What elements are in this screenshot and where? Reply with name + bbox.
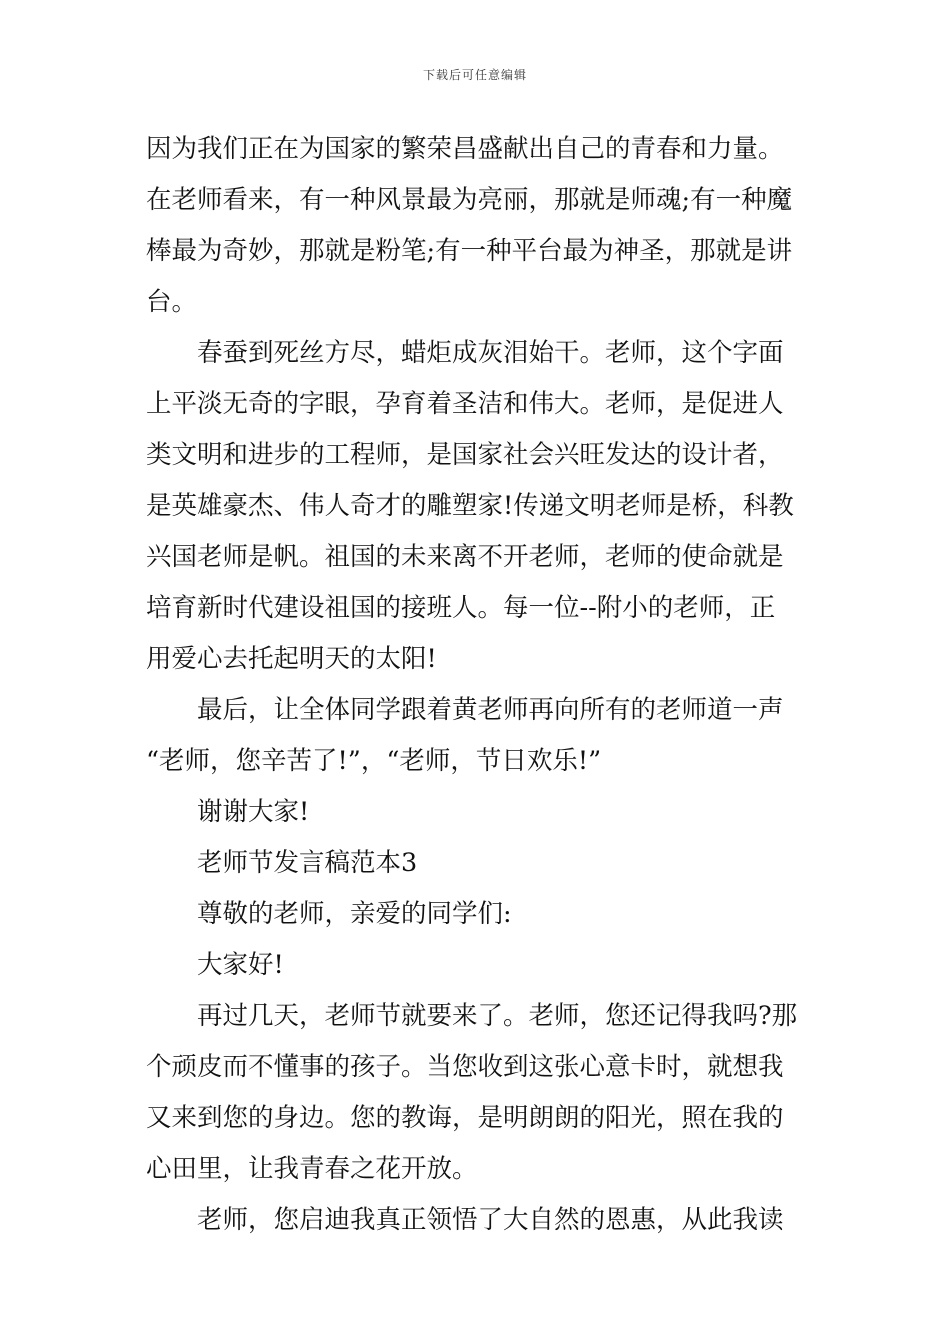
text-line: 在老师看来，有一种风景最为亮丽，那就是师魂;有一种魔 <box>146 185 793 215</box>
text-line: “老师，您辛苦了!”，“老师，节日欢乐!” <box>146 746 602 776</box>
text-line: 类文明和进步的工程师，是国家社会兴旺发达的设计者， <box>146 440 784 470</box>
text-line: 是英雄豪杰、伟人奇才的雕塑家!传递文明老师是桥，科教 <box>146 491 794 521</box>
text-line: 台。 <box>146 287 198 317</box>
paragraph-start-line: 老师，您启迪我真正领悟了大自然的恩惠，从此我读 <box>197 1205 784 1235</box>
text-line: 又来到您的身边。您的教诲，是明朗朗的阳光，照在我的 <box>146 1103 784 1133</box>
text-line: 上平淡无奇的字眼，孕育着圣洁和伟大。老师，是促进人 <box>146 389 784 419</box>
text-line: 棒最为奇妙，那就是粉笔;有一种平台最为神圣，那就是讲 <box>146 236 793 266</box>
paragraph-start-line: 谢谢大家! <box>197 797 310 827</box>
document-body <box>146 124 808 1246</box>
text-line: 兴国老师是帆。祖国的未来离不开老师，老师的使命就是 <box>146 542 784 572</box>
text-line: 培育新时代建设祖国的接班人。每一位--附小的老师，正 <box>146 593 776 623</box>
paragraph-start-line: 最后，让全体同学跟着黄老师再向所有的老师道一声 <box>197 695 784 725</box>
paragraph-start-line: 春蚕到死丝方尽，蜡炬成灰泪始干。老师，这个字面 <box>197 338 784 368</box>
text-line: 因为我们正在为国家的繁荣昌盛献出自己的青春和力量。 <box>146 134 784 164</box>
greeting-line: 大家好! <box>197 950 284 980</box>
text-line: 用爱心去托起明天的太阳! <box>146 644 437 674</box>
text-line: 个顽皮而不懂事的孩子。当您收到这张心意卡时，就想我 <box>146 1052 784 1082</box>
paragraph-start-line: 再过几天，老师节就要来了。老师，您还记得我吗?那 <box>197 1001 798 1031</box>
salutation-line: 尊敬的老师，亲爱的同学们: <box>197 899 512 929</box>
text-line: 心田里，让我青春之花开放。 <box>146 1154 478 1184</box>
section-title: 老师节发言稿范本3 <box>197 848 418 878</box>
page-header: 下载后可任意编辑 <box>422 68 527 82</box>
